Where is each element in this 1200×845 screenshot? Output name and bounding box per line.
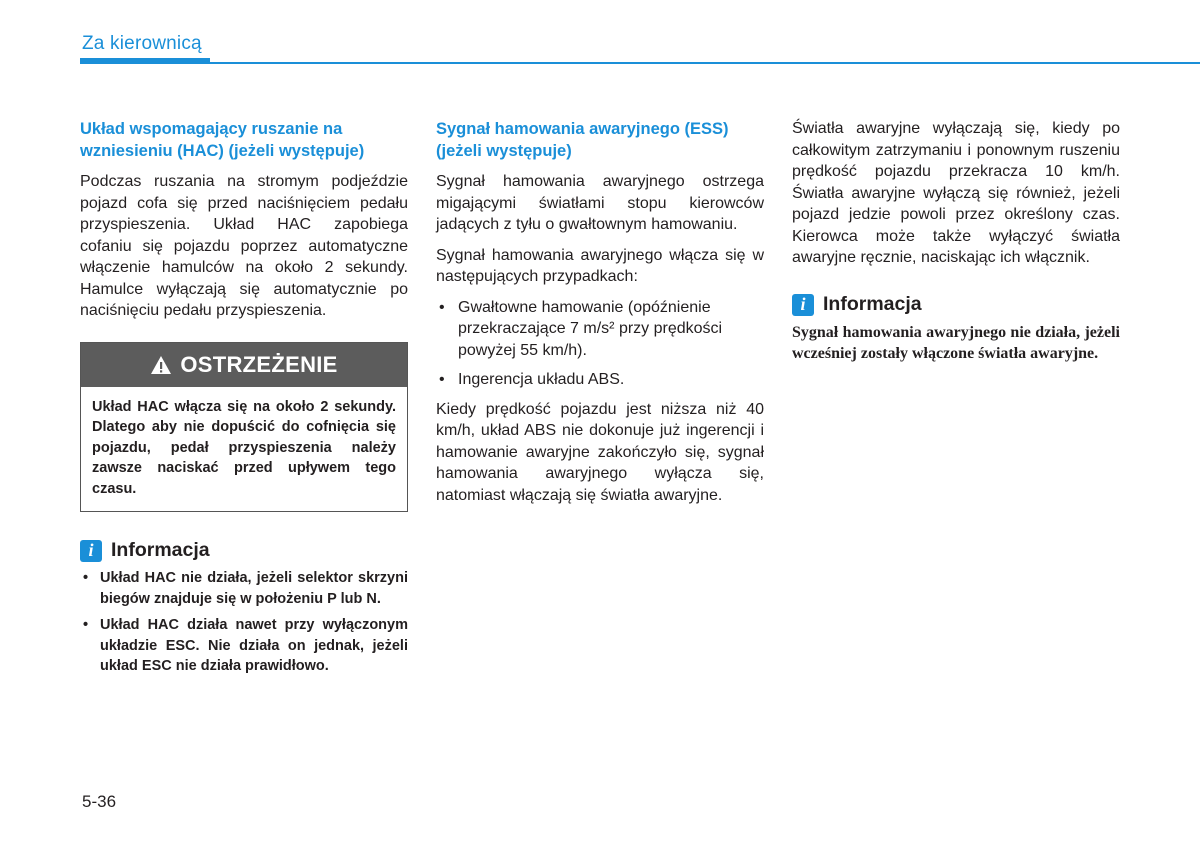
info-heading xyxy=(792,294,1120,316)
warning-box xyxy=(80,342,408,513)
warning-text: Układ HAC włącza się na około 2 sekundy. Dlatego aby nie dopuścić do cofnięcia się pojazdu, pedał przyspieszenia należy zawsze naciskać przed upływem tego czasu. xyxy=(92,398,396,497)
warning-triangle-icon xyxy=(150,355,172,375)
section-title: Za kierownicą xyxy=(82,33,202,54)
info-text: Sygnał hamowania awaryjnego nie działa, jeżeli wcześniej zostały włączone światła awaryjne. xyxy=(792,323,1120,362)
hac-paragraph: Podczas ruszania na stromym podjeździe pojazd cofa się przed naciśnięciem pedału przyspieszenia. Układ HAC zapobiega cofaniu się pojazdu poprzez automatyczne włączenie hamulców na około 2 sekundy. Hamulce wyłączają się automatycznie po naciśnięciu pedału przyspieszenia. xyxy=(80,173,408,319)
ess-paragraph-2: Sygnał hamowania awaryjnego włącza się w następujących przypadkach: xyxy=(436,246,764,285)
ess-bullet-list xyxy=(436,297,764,391)
ess-paragraph-3: Kiedy prędkość pojazdu jest niższa niż 40 km/h, układ ABS nie dokonuje już ingerencji i hamowanie awaryjne zakończyło się, sygnał hamowania awaryjnego wyłącza się, natomiast włączają się światła awaryjne. xyxy=(436,400,764,504)
warning-title: OSTRZEŻENIE xyxy=(180,351,338,377)
warning-header xyxy=(81,343,407,387)
info-title: Informacja xyxy=(111,539,210,562)
info-heading xyxy=(80,540,408,562)
hazard-paragraph: Światła awaryjne wyłączają się, kiedy po całkowitym zatrzymaniu i ponownym ruszeniu prędkość pojazdu przekracza 10 km/h. Światła awaryjne wyłączą się również, jeżeli pojazd jedzie powoli przez określony czas. Kierowca może także wyłączyć światła awaryjne ręcznie, naciskając ich włącznik. xyxy=(792,120,1120,266)
list-item: • Układ HAC działa nawet przy wyłączonym układzie ESC. Nie działa on jednak, jeżeli układ ESC nie działa prawidłowo. xyxy=(80,615,408,677)
column-hazard-lights xyxy=(792,118,1120,364)
list-item: • Ingerencja układu ABS. xyxy=(436,369,764,391)
column-ess xyxy=(436,118,764,515)
list-item: • Układ HAC nie działa, jeżeli selektor skrzyni biegów znajduje się w położeniu P lub N. xyxy=(80,568,408,609)
info-icon: i xyxy=(792,294,814,316)
list-item: • Gwałtowne hamowanie (opóźnienie przekraczające 7 m/s² przy prędkości powyżej 55 km/h). xyxy=(436,297,764,362)
ess-paragraph-1: Sygnał hamowania awaryjnego ostrzega migającymi światłami stopu kierowców jadących z tyłu o gwałtownym hamowaniu. xyxy=(436,173,764,233)
ess-heading: Sygnał hamowania awaryjnego (ESS) (jeżeli występuje) xyxy=(436,120,729,160)
header-divider xyxy=(80,62,1200,64)
info-icon: i xyxy=(80,540,102,562)
page-number: 5-36 xyxy=(82,792,117,811)
hac-heading: Układ wspomagający ruszanie na wzniesieniu (HAC) (jeżeli występuje) xyxy=(80,120,365,160)
column-hac xyxy=(80,118,408,683)
info-title: Informacja xyxy=(823,292,922,315)
info-list xyxy=(80,568,408,677)
